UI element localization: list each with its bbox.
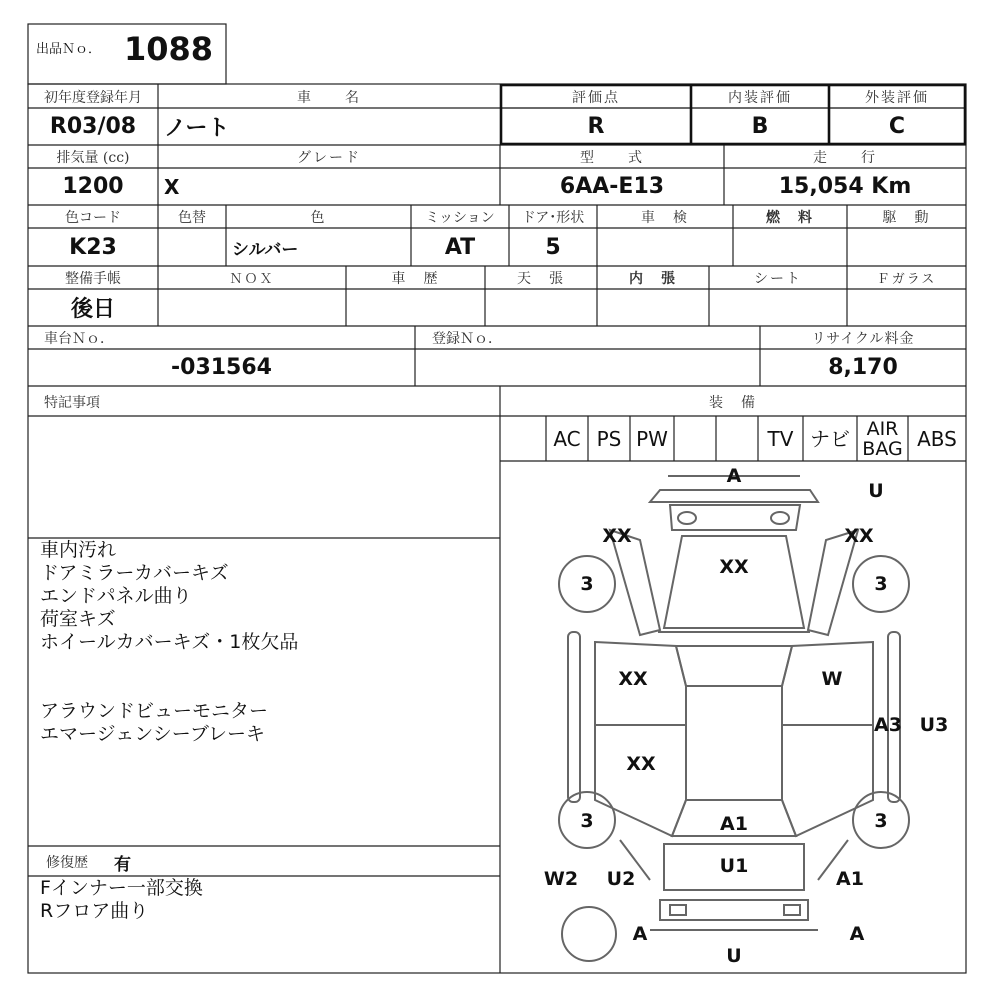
damage-mark: XX [626,753,656,775]
fuel-value [733,228,847,266]
score-label: 評価点 [572,89,620,106]
damage-mark: A [632,923,648,945]
lot-label: 出品Ｎｏ． [36,42,102,57]
door-label: ドア･形状 [521,209,585,226]
note-line: アラウンドビューモニター [40,700,269,722]
interior-label: 内装評価 [728,89,792,106]
repair-history-value: 有 [114,855,131,875]
damage-mark: W2 [543,868,579,890]
damage-mark: XX [618,668,648,690]
model-label: 型 式 [580,149,644,166]
color-change-label: 色替 [178,209,206,226]
reg-no-label: 登録Ｎｏ． [432,330,502,347]
color-change-value [158,228,226,266]
damage-mark: U2 [606,868,636,890]
repair-history-label: 修復歴 [46,855,88,871]
equip-airbag: AIR BAG [862,417,903,460]
color-value: シルバー [232,239,299,260]
maint-value: 後日 [70,297,115,322]
damage-mark: 3 [580,573,594,595]
interior-value: B [751,114,769,139]
interior-trim-label: 内 張 [629,270,677,287]
equip-ac: AC [553,426,581,451]
note-line: 車内汚れ [40,539,117,561]
damage-mark: A3 [874,714,902,736]
reg-no-value [415,349,760,386]
equip-pw: PW [636,426,668,451]
damage-mark: XX [602,525,632,547]
note-line: ホイールカバーキズ・1枚欠品 [40,631,299,653]
history-label: 車 歴 [391,270,440,287]
exterior-label: 外装評価 [865,89,929,106]
chassis-label: 車台Ｎｏ． [44,330,114,347]
equip-blank [716,416,758,461]
damage-mark: W [821,668,843,690]
drive-value [847,228,966,266]
displacement-label: 排気量 (cc) [56,149,130,166]
recycle-label: リサイクル料金 [811,330,915,347]
grade-label: グレード [297,149,361,166]
car-name-value: ノート [164,116,230,141]
equip-blank [674,416,716,461]
note-line: 荷室キズ [40,608,116,630]
damage-mark: A1 [836,868,864,890]
damage-mark: U [868,480,884,502]
mileage-label: 走 行 [813,149,877,166]
damage-mark: A [726,465,742,487]
displacement-value: 1200 [62,174,124,199]
score-value: R [587,114,605,139]
lot-number: 1088 [124,30,214,68]
grade-value: X [164,174,180,199]
nox-label: ＮＯＸ [229,272,275,287]
damage-mark: 3 [580,810,594,832]
equip-navi: ナビ [810,426,850,451]
damage-mark: U3 [919,714,949,736]
damage-mark: A [849,923,865,945]
model-value: 6AA-E13 [559,174,665,199]
damage-mark: XX [844,525,874,547]
repair-line: Rフロア曲り [40,900,149,922]
note-line: エンドパネル曲り [40,585,192,607]
drive-label: 駆 動 [882,209,931,226]
equip-ps: PS [596,426,622,451]
damage-mark: XX [719,556,749,578]
damage-mark: U [726,945,742,967]
repair-line: Fインナー一部交換 [40,877,203,899]
first-reg-value: R03/08 [49,114,137,139]
fglass-label: Ｆガラス [876,272,937,287]
damage-mark: U1 [719,855,749,877]
inspection-value [597,228,733,266]
color-label: 色 [310,209,327,226]
damage-mark: A1 [720,813,748,835]
special-notes-label: 特記事項 [44,395,100,411]
exterior-value: C [888,114,906,139]
inspection-label: 車 検 [641,209,689,226]
equip-tv: TV [767,426,794,451]
car-name-label: 車 名 [297,89,361,106]
recycle-value: 8,170 [828,355,898,380]
mission-value: AT [444,234,476,260]
ceiling-label: 天 張 [517,270,565,287]
equipment-label: 装 備 [709,395,757,411]
equip-abs: ABS [917,426,957,451]
fuel-label: 燃 料 [766,209,814,226]
first-reg-label: 初年度登録年月 [44,89,142,106]
color-code-value: K23 [69,234,117,260]
note-line: エマージェンシーブレーキ [40,723,266,745]
door-value: 5 [545,234,561,260]
chassis-value: -031564 [171,355,272,380]
damage-mark: 3 [874,573,888,595]
color-code-label: 色コード [65,209,121,226]
note-line: ドアミラーカバーキズ [40,562,229,584]
mission-label: ミッション [425,209,495,226]
maint-label: 整備手帳 [65,270,121,287]
equip-blank [500,416,546,461]
mileage-value: 15,054 Km [778,174,912,199]
damage-mark: 3 [874,810,888,832]
seat-label: シート [754,270,802,287]
